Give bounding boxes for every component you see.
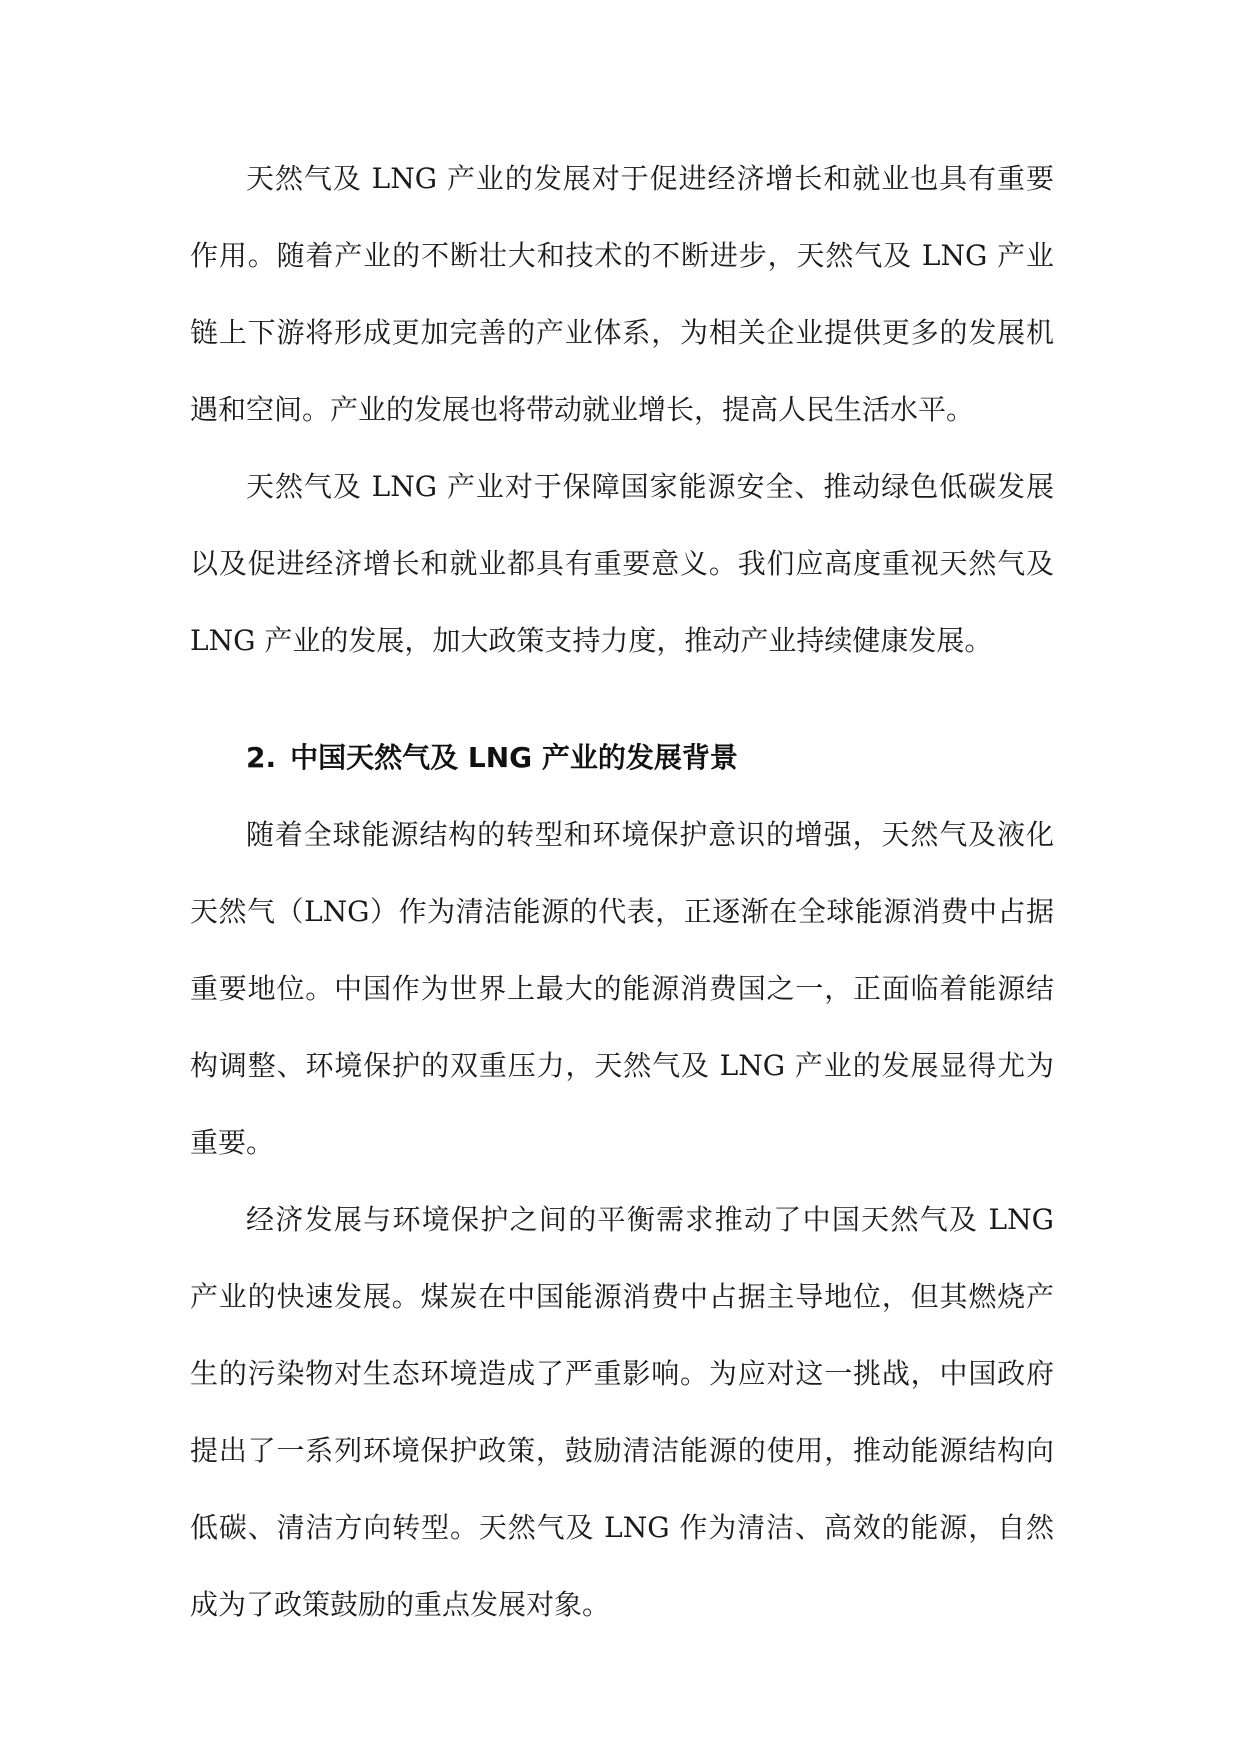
paragraph-policy-balance: 经济发展与环境保护之间的平衡需求推动了中国天然气及 LNG 产业的快速发展。煤炭在中国能源消费中占据主导地位，但其燃烧产生的污染物对生态环境造成了严重影响。为应对这一挑战，中国政府提出了一系列环境保护政策，鼓励清洁能源的使用，推动能源结构向低碳、清洁方向转型。天然气及 LNG 作为清洁、高效的能源，自然成为了政策鼓励的重点发展对象。	[190, 1203, 1054, 1621]
section-title: 中国天然气及 LNG 产业的发展背景	[290, 741, 738, 774]
document-body	[190, 140, 1054, 1643]
section-number: 2.	[246, 741, 277, 774]
paragraph-energy-security: 天然气及 LNG 产业对于保障国家能源安全、推动绿色低碳发展以及促进经济增长和就业都具有重要意义。我们应高度重视天然气及 LNG 产业的发展，加大政策支持力度，推动产业持续健康发展。	[190, 470, 1054, 657]
paragraph-global-transition: 随着全球能源结构的转型和环境保护意识的增强，天然气及液化天然气（LNG）作为清洁能源的代表，正逐渐在全球能源消费中占据重要地位。中国作为世界上最大的能源消费国之一，正面临着能源结构调整、环境保护的双重压力，天然气及 LNG 产业的发展显得尤为重要。	[190, 818, 1054, 1159]
section-heading	[190, 719, 1054, 796]
paragraph-economic-growth: 天然气及 LNG 产业的发展对于促进经济增长和就业也具有重要作用。随着产业的不断壮大和技术的不断进步，天然气及 LNG 产业链上下游将形成更加完善的产业体系，为相关企业提供更多的发展机遇和空间。产业的发展也将带动就业增长，提高人民生活水平。	[190, 162, 1054, 426]
